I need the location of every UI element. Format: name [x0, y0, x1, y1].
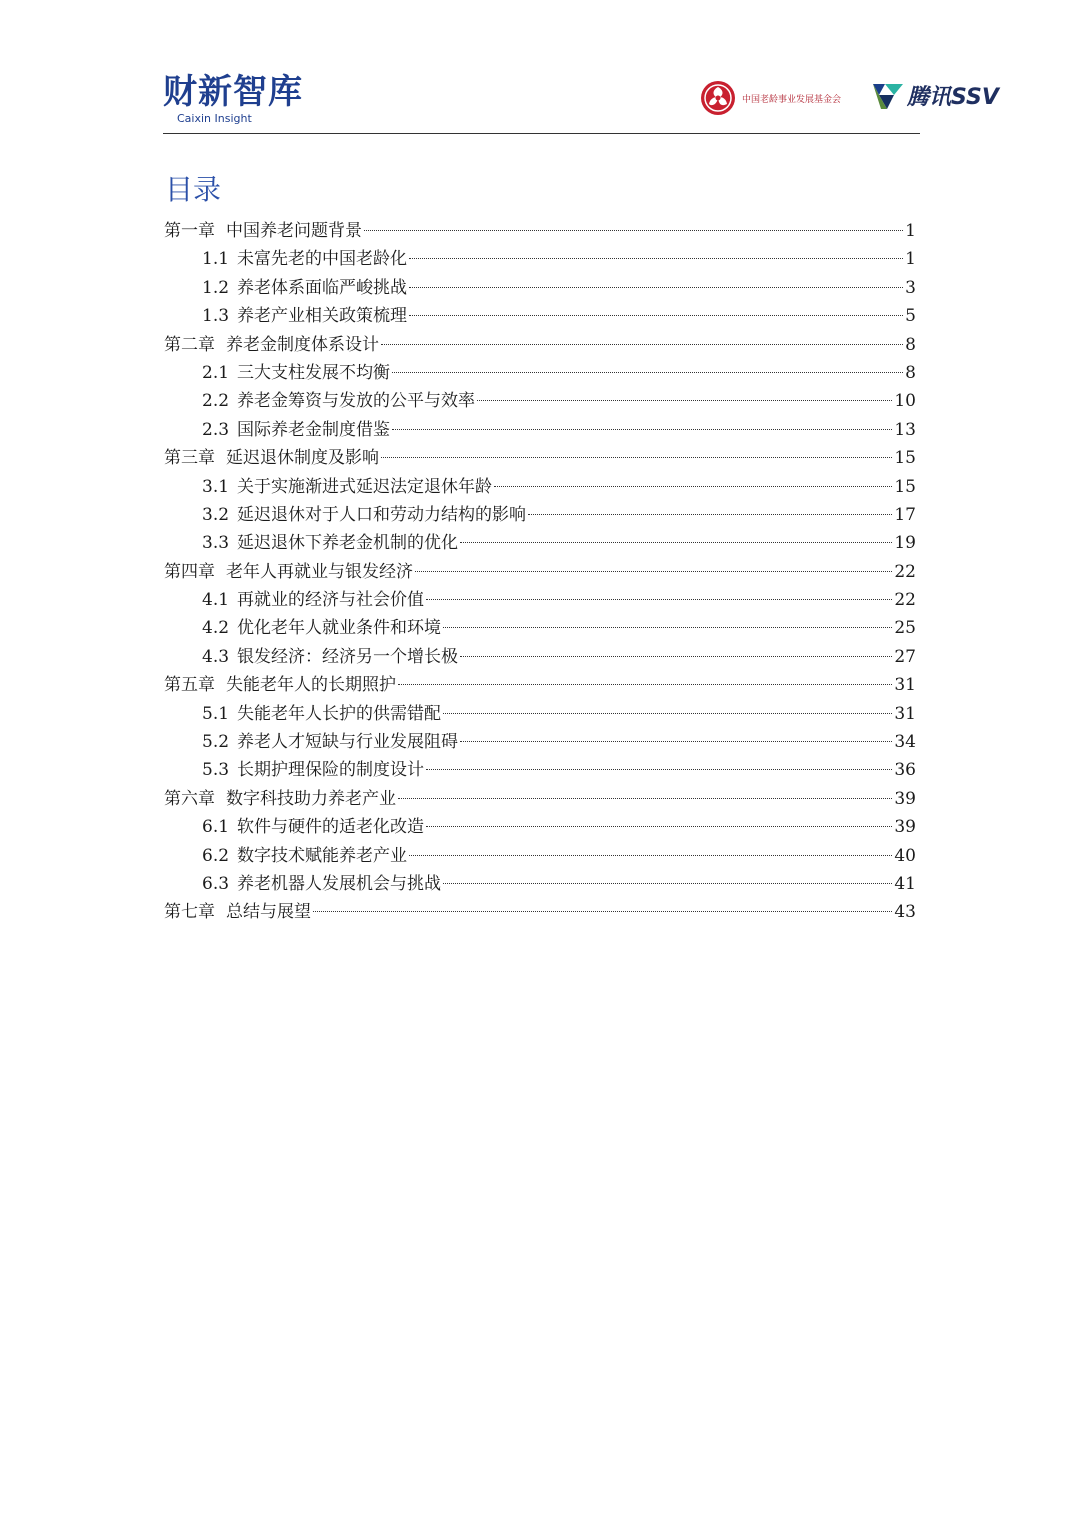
toc-chapter-entry[interactable] [164, 331, 916, 359]
toc-entry-title: 总结与展望 [226, 902, 311, 923]
toc-entry-page: 27 [894, 646, 916, 667]
toc-entry-number: 4.3 [202, 646, 230, 667]
toc-entry-number: 第五章 [164, 675, 215, 696]
toc-section-entry[interactable] [164, 842, 916, 870]
toc-entry-title: 软件与硬件的适老化改造 [237, 817, 425, 838]
toc-dot-leader [426, 826, 892, 827]
tencent-ssv-name: 腾讯SSV [907, 85, 999, 110]
toc-entry-title: 数字技术赋能养老产业 [237, 845, 408, 866]
toc-title: 目录 [165, 173, 222, 206]
toc-entry-number: 第一章 [164, 221, 215, 241]
toc-dot-leader [364, 230, 903, 231]
toc-section-entry[interactable] [164, 614, 916, 642]
toc-entry-title: 数字科技助力养老产业 [226, 788, 396, 809]
brand-name-cn: 财新智库 [163, 72, 303, 112]
caixin-logo [163, 72, 303, 125]
toc-dot-leader [460, 741, 892, 742]
toc-entry-page: 8 [905, 362, 916, 383]
toc-dot-leader [460, 542, 892, 543]
toc-dot-leader [426, 599, 892, 600]
toc-section-entry[interactable] [164, 359, 916, 387]
toc-section-entry[interactable] [164, 245, 916, 273]
toc-entry-number: 2.3 [202, 419, 230, 440]
header-divider [163, 133, 920, 134]
toc-chapter-entry[interactable] [164, 898, 916, 926]
page-header [163, 72, 999, 134]
toc-dot-leader [460, 656, 892, 657]
toc-entry-title: 延迟退休制度及影响 [226, 448, 379, 469]
toc-entry-title: 养老人才短缺与行业发展阻碍 [237, 732, 459, 753]
toc-entry-title: 再就业的经济与社会价值 [237, 590, 425, 611]
toc-entry-page: 13 [894, 419, 916, 440]
toc-entry-number: 6.1 [202, 817, 230, 838]
toc-entry-number: 3.2 [202, 504, 230, 525]
toc-entry-number: 6.2 [202, 845, 230, 866]
toc-entry-page: 10 [894, 391, 916, 412]
toc-dot-leader [409, 287, 903, 288]
toc-entry-page: 1 [905, 249, 916, 270]
toc-section-entry[interactable] [164, 416, 916, 444]
toc-dot-leader [381, 457, 892, 458]
toc-entry-number: 第七章 [164, 902, 215, 923]
toc-section-entry[interactable] [164, 473, 916, 501]
tencent-ssv-emblem-icon [871, 81, 905, 111]
toc-entry-number: 1.3 [202, 306, 230, 327]
toc-entry-page: 43 [894, 902, 916, 923]
toc-entry-number: 5.1 [202, 703, 230, 724]
toc-dot-leader [313, 911, 892, 912]
toc-entry-page: 17 [894, 504, 916, 525]
toc-entry-title: 养老金筹资与发放的公平与效率 [237, 391, 476, 412]
toc-chapter-entry[interactable] [164, 785, 916, 813]
toc-entry-page: 5 [905, 306, 916, 327]
toc-section-entry[interactable] [164, 529, 916, 557]
toc-chapter-entry[interactable] [164, 558, 916, 586]
toc-entry-number: 2.1 [202, 362, 230, 383]
toc-entry-number: 2.2 [202, 391, 230, 412]
toc-chapter-entry[interactable] [164, 444, 916, 472]
toc-dot-leader [443, 627, 892, 628]
toc-entry-page: 1 [905, 221, 916, 241]
toc-entry-page: 19 [894, 533, 916, 554]
toc-entry-page: 41 [894, 873, 916, 894]
toc-entry-page: 22 [894, 561, 916, 582]
toc-dot-leader [443, 713, 892, 714]
toc-entry-number: 6.3 [202, 873, 230, 894]
toc-dot-leader [398, 684, 892, 685]
toc-entry-title: 银发经济：经济另一个增长极 [237, 646, 459, 667]
toc-entry-number: 5.2 [202, 732, 230, 753]
toc-entry-page: 36 [894, 760, 916, 781]
foundation-logo [700, 80, 841, 116]
toc-section-entry[interactable] [164, 813, 916, 841]
toc-section-entry[interactable] [164, 501, 916, 529]
toc-entry-page: 15 [894, 448, 916, 469]
toc-entry-number: 第六章 [164, 788, 215, 809]
toc-entry-number: 4.2 [202, 618, 230, 639]
toc-dot-leader [477, 400, 892, 401]
toc-entry-title: 三大支柱发展不均衡 [237, 362, 391, 383]
toc-dot-leader [392, 372, 903, 373]
toc-entry-page: 31 [894, 703, 916, 724]
toc-entry-title: 养老机器人发展机会与挑战 [237, 873, 442, 894]
toc-entry-number: 4.1 [202, 590, 230, 611]
foundation-emblem-icon [700, 80, 736, 116]
toc-entry-page: 3 [905, 277, 916, 298]
toc-chapter-entry[interactable] [164, 671, 916, 699]
toc-entry-number: 1.1 [202, 249, 230, 270]
toc-entry-title: 延迟退休下养老金机制的优化 [237, 533, 459, 554]
toc-entry-title: 养老体系面临严峻挑战 [237, 277, 408, 298]
toc-entry-title: 失能老年人长护的供需错配 [237, 703, 442, 724]
toc-section-entry[interactable] [164, 756, 916, 784]
toc-entry-title: 中国养老问题背景 [226, 221, 362, 241]
toc-section-entry[interactable] [164, 302, 916, 330]
toc-dot-leader [494, 486, 892, 487]
toc-section-entry[interactable] [164, 274, 916, 302]
toc-dot-leader [392, 429, 892, 430]
toc-entry-number: 3.3 [202, 533, 230, 554]
toc-entry-page: 31 [894, 675, 916, 696]
toc-dot-leader [381, 344, 903, 345]
toc-section-entry[interactable] [164, 387, 916, 415]
toc-entry-number: 第三章 [164, 448, 215, 469]
toc-entry-number: 第二章 [164, 334, 215, 355]
toc-entry-page: 15 [894, 476, 916, 497]
toc-section-entry[interactable] [164, 728, 916, 756]
toc-dot-leader [426, 769, 892, 770]
toc-entry-title: 关于实施渐进式延迟法定退休年龄 [237, 476, 493, 497]
toc-entry-title: 失能老年人的长期照护 [226, 675, 396, 696]
toc-entry-title: 老年人再就业与银发经济 [226, 561, 413, 582]
toc-entry-title: 国际养老金制度借鉴 [237, 419, 391, 440]
toc-entry-title: 养老产业相关政策梳理 [237, 306, 408, 327]
toc-entry-page: 39 [894, 788, 916, 809]
toc-entry-number: 1.2 [202, 277, 230, 298]
toc-dot-leader [528, 514, 892, 515]
toc-dot-leader [409, 315, 903, 316]
toc-dot-leader [409, 258, 903, 259]
toc-entry-title: 未富先老的中国老龄化 [237, 249, 408, 270]
toc-entry-page: 22 [894, 590, 916, 611]
toc-dot-leader [415, 571, 892, 572]
toc-entry-page: 8 [905, 334, 916, 355]
toc-entry-title: 延迟退休对于人口和劳动力结构的影响 [237, 504, 527, 525]
toc-dot-leader [398, 798, 892, 799]
toc-entry-page: 40 [894, 845, 916, 866]
toc-dot-leader [443, 883, 892, 884]
tencent-ssv-logo [871, 80, 999, 111]
toc-entry-title: 优化老年人就业条件和环境 [237, 618, 442, 639]
toc-section-entry[interactable] [164, 870, 916, 898]
toc-entry-page: 39 [894, 817, 916, 838]
toc-entry-title: 养老金制度体系设计 [226, 334, 379, 355]
toc-section-entry[interactable] [164, 643, 916, 671]
toc-entry-number: 第四章 [164, 561, 215, 582]
toc-section-entry[interactable] [164, 586, 916, 614]
brand-name-en: Caixin Insight [177, 112, 252, 125]
toc-entry-number: 3.1 [202, 476, 230, 497]
foundation-name: 中国老龄事业发展基金会 [742, 94, 842, 105]
toc-entry-title: 长期护理保险的制度设计 [237, 760, 425, 781]
toc-entry-number: 5.3 [202, 760, 230, 781]
toc-chapter-entry[interactable] [164, 217, 916, 245]
toc-section-entry[interactable] [164, 700, 916, 728]
toc-entry-page: 34 [894, 732, 916, 753]
toc-entry-page: 25 [894, 618, 916, 639]
table-of-contents [164, 217, 916, 927]
toc-dot-leader [409, 855, 892, 856]
